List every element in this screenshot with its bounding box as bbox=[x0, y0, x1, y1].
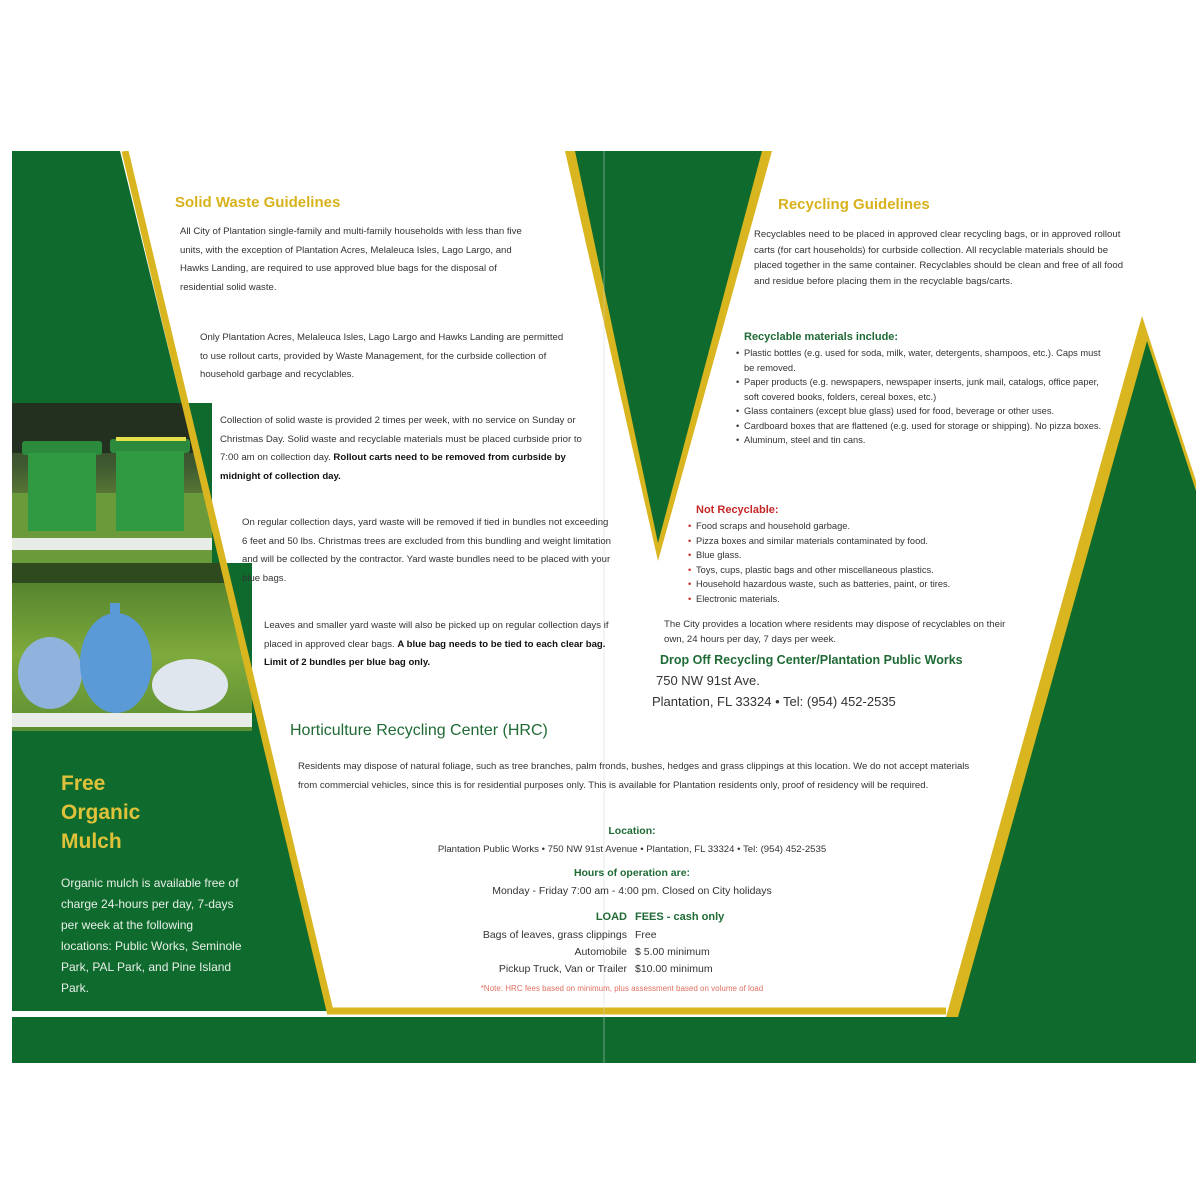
mulch-title-line: Mulch bbox=[61, 830, 122, 853]
solid-waste-p3 bbox=[220, 412, 590, 486]
list-item: • Toys, cups, plastic bags and other miscellaneous plastics. bbox=[696, 563, 1066, 578]
fee-cell: $ 5.00 minimum bbox=[635, 946, 710, 958]
hrc-fees-note: *Note: HRC fees based on minimum, plus assessment based on volume of load bbox=[480, 984, 764, 993]
recycling-title: Recycling Guidelines bbox=[778, 196, 930, 213]
dropoff-address-line2: Plantation, FL 33324 • Tel: (954) 452-2535 bbox=[652, 694, 896, 709]
not-recyclable-list bbox=[684, 519, 1066, 606]
list-item: • Glass containers (except blue glass) used for food, beverage or other uses. bbox=[744, 404, 1104, 419]
load-cell: Pickup Truck, Van or Trailer bbox=[498, 963, 627, 975]
list-item: • Household hazardous waste, such as batteries, paint, or tires. bbox=[696, 577, 1066, 592]
mulch-title bbox=[61, 769, 140, 856]
list-item: • Pizza boxes and similar materials contaminated by food. bbox=[696, 534, 1066, 549]
solid-waste-p2: Only Plantation Acres, Melaleuca Isles, Lago Largo and Hawks Landing are permitted to use rollout carts, provided by Waste Management, for the curbside collection of household garbage and recyclables. bbox=[200, 332, 564, 380]
load-cell: Automobile bbox=[574, 946, 627, 958]
solid-waste-p1: All City of Plantation single-family and multi-family households with less than five units, with the exception of Plantation Acres, Melaleuca Isles, Lago Largo, and Hawks Landing, are required to use approved blue bags for the disposal of residential solid waste. bbox=[180, 226, 522, 293]
mulch-title-line: Free bbox=[61, 772, 106, 795]
fee-cell: $10.00 minimum bbox=[635, 963, 713, 975]
list-item: • Cardboard boxes that are flattened (e.g. used for storage or shipping). No pizza boxes. bbox=[744, 419, 1104, 434]
recyclable-include-list bbox=[732, 346, 1104, 448]
dropoff-center-name: Drop Off Recycling Center/Plantation Public Works bbox=[660, 653, 963, 667]
solid-waste-p4: On regular collection days, yard waste will be removed if tied in bundles not exceeding 6 feet and 50 lbs. Christmas trees are excluded from this bundling and weight limitation and will be collected by the contractor. Yard waste bundles need to be placed with your blue bags. bbox=[242, 517, 612, 584]
fees-table-header bbox=[432, 911, 792, 929]
hrc-location: Plantation Public Works • 750 NW 91st Avenue • Plantation, FL 33324 • Tel: (954) 452-2535 bbox=[437, 844, 827, 855]
fee-cell: Free bbox=[635, 929, 657, 941]
hrc-hours: Monday - Friday 7:00 am - 4:00 pm. Closed on City holidays bbox=[492, 885, 772, 897]
solid-waste-p5-bold: A blue bag needs to be tied to each clear bag. Limit of 2 bundles per blue bag only. bbox=[264, 638, 606, 668]
list-item: • Aluminum, steel and tin cans. bbox=[744, 433, 1104, 448]
not-recyclable-heading: Not Recyclable: bbox=[696, 504, 779, 516]
solid-waste-p5 bbox=[264, 617, 620, 673]
fees-header: FEES - cash only bbox=[635, 911, 725, 923]
dropoff-address-line1: 750 NW 91st Ave. bbox=[656, 673, 760, 688]
load-header: LOAD bbox=[595, 911, 627, 923]
hrc-title: Horticulture Recycling Center (HRC) bbox=[290, 722, 548, 739]
mulch-title-line: Organic bbox=[61, 801, 141, 824]
recyclable-include-heading: Recyclable materials include: bbox=[744, 331, 899, 343]
table-row bbox=[432, 929, 792, 946]
list-item: • Paper products (e.g. newspapers, newspaper inserts, junk mail, catalogs, office paper, soft covered books, folders, cereal boxes, etc.) bbox=[744, 375, 1104, 404]
recycling-intro: Recyclables need to be placed in approved clear recycling bags, or in approved rollout carts (for cart households) for curbside collection. All recyclable materials should be placed together in the same container. Recyclables should be clean and free of all food and residue before placing them in the recyclable bags/carts. bbox=[754, 229, 1124, 287]
load-cell: Bags of leaves, grass clippings bbox=[482, 929, 627, 941]
hrc-description: Residents may dispose of natural foliage, such as tree branches, palm fronds, bushes, hedges and grass clippings at this location. We do not accept materials from commercial vehicles, since this is for residential purposes only. This is available for Plantation residents only, proof of residency will be required. bbox=[298, 761, 970, 791]
solid-waste-title: Solid Waste Guidelines bbox=[175, 194, 341, 211]
list-item: • Electronic materials. bbox=[696, 592, 1066, 607]
hrc-hours-label: Hours of operation are: bbox=[573, 867, 691, 879]
mulch-description: Organic mulch is available free of charge 24-hours per day, 7-days per week at the following locations: Public Works, Seminole Park, PAL Park, and Pine Island Park. bbox=[61, 876, 242, 995]
list-item: • Plastic bottles (e.g. used for soda, milk, water, detergents, shampoos, etc.). Caps must be removed. bbox=[744, 346, 1104, 375]
solid-waste-p5-text: Leaves and smaller yard waste will also be picked up on regular collection days if placed in approved clear bags. bbox=[264, 620, 609, 650]
solid-waste-p3-text: Collection of solid waste is provided 2 times per week, with no service on Sunday or Christmas Day. Solid waste and recyclable materials must be placed curbside prior to 7:00 am on collection day. bbox=[220, 415, 582, 463]
list-item: • Food scraps and household garbage. bbox=[696, 519, 1066, 534]
brochure bbox=[12, 151, 1196, 1063]
table-row bbox=[432, 946, 792, 963]
dropoff-description: The City provides a location where residents may dispose of recyclables on their own, 24 hours per day, 7 days per week. bbox=[664, 619, 1006, 645]
hrc-fees-table bbox=[432, 911, 792, 980]
table-row bbox=[432, 963, 792, 980]
list-item: • Blue glass. bbox=[696, 548, 1066, 563]
hrc-location-label: Location: bbox=[608, 825, 656, 837]
solid-waste-p3-bold: Rollout carts need to be removed from curbside by midnight of collection day. bbox=[220, 452, 566, 482]
